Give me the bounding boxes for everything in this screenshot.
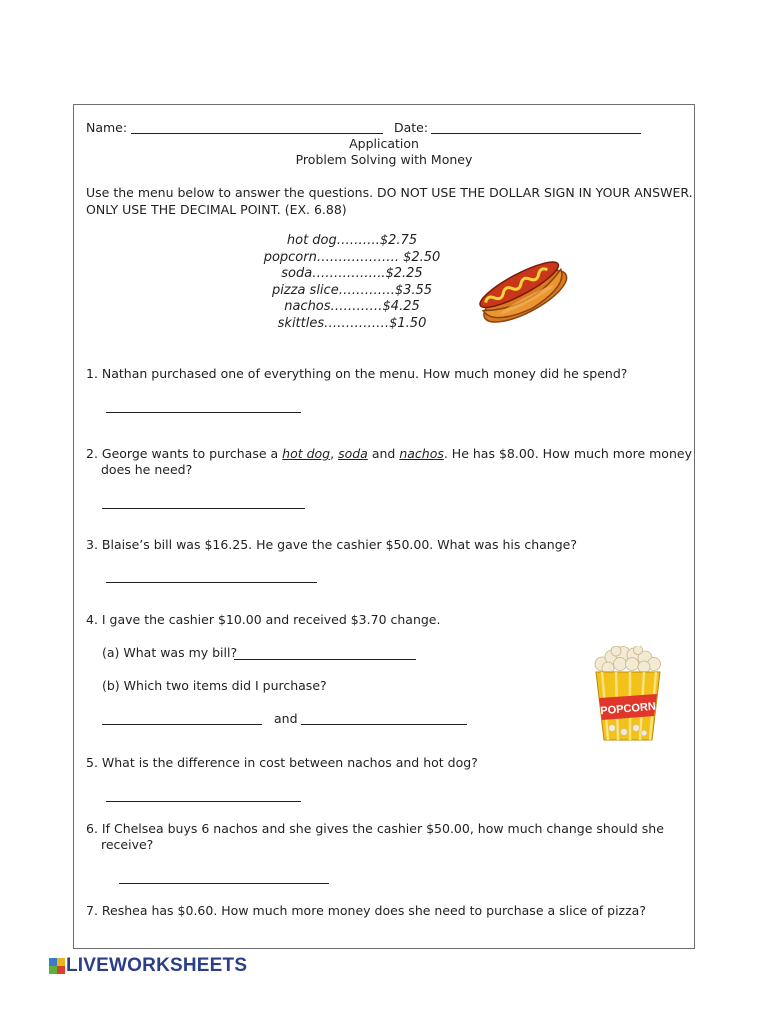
question-2 [86, 446, 692, 461]
question-4b-and: and [274, 711, 298, 726]
liveworksheets-logo [49, 956, 247, 976]
menu-item-popcorn: popcorn………………. $2.50 [263, 250, 441, 265]
question-2-separator: and [367, 446, 400, 461]
menu-item-skittles: skittles……………$1.50 [277, 316, 427, 331]
question-3: 3. Blaise’s bill was $16.25. He gave the cashier $50.00. What was his change? [86, 537, 577, 552]
instructions-line-2: ONLY USE THE DECIMAL POINT. (EX. 6.88) [86, 202, 347, 217]
answer-6-field[interactable] [119, 883, 329, 884]
name-label: Name: [86, 120, 128, 135]
question-4: 4. I gave the cashier $10.00 and received $3.70 change. [86, 612, 441, 627]
logo-grid-icon [49, 958, 65, 974]
question-2-text: 2. George wants to purchase a [86, 446, 283, 461]
answer-4a-field[interactable] [234, 659, 416, 660]
question-2-text: . He has $8.00. How much more money [443, 446, 692, 461]
question-6-line-2: receive? [101, 837, 154, 852]
name-field[interactable] [131, 133, 383, 134]
instructions-line-1: Use the menu below to answer the questions. DO NOT USE THE DOLLAR SIGN IN YOUR ANSWER. [86, 185, 693, 200]
question-2-line-2: does he need? [101, 462, 193, 477]
answer-4b-item-2-field[interactable] [301, 724, 467, 725]
question-1: 1. Nathan purchased one of everything on the menu. How much money did he spend? [86, 366, 628, 381]
question-4b: (b) Which two items did I purchase? [102, 678, 327, 693]
page-subtitle: Problem Solving with Money [295, 152, 473, 167]
menu-item-hot-dog: hot dog……….$2.75 [286, 233, 418, 248]
question-6: 6. If Chelsea buys 6 nachos and she gives the cashier $50.00, how much change should she [86, 821, 664, 836]
hot-dog-image [474, 248, 570, 332]
answer-2-field[interactable] [102, 508, 305, 509]
menu-item-nachos: nachos…………$4.25 [284, 299, 420, 314]
answer-3-field[interactable] [106, 582, 317, 583]
page-title: Application [349, 136, 419, 151]
question-2-item-soda: soda [338, 446, 368, 461]
popcorn-label: POPCORN [599, 700, 657, 718]
menu-item-pizza-slice: pizza slice………….$3.55 [271, 283, 433, 298]
question-5: 5. What is the difference in cost between nachos and hot dog? [86, 755, 478, 770]
worksheet-page [73, 104, 695, 949]
answer-1-field[interactable] [106, 412, 301, 413]
date-field[interactable] [431, 133, 641, 134]
logo-text: LIVEWORKSHEETS [66, 955, 248, 976]
question-2-item-nachos: nachos [399, 446, 444, 461]
answer-5-field[interactable] [106, 801, 301, 802]
question-2-separator: , [330, 446, 339, 461]
question-7: 7. Reshea has $0.60. How much more money does she need to purchase a slice of pizza? [86, 903, 646, 918]
date-label: Date: [394, 120, 429, 135]
answer-4b-item-1-field[interactable] [102, 724, 262, 725]
popcorn-image [590, 646, 666, 742]
question-2-item-hot-dog: hot dog [282, 446, 331, 461]
question-4a: (a) What was my bill? [102, 645, 238, 660]
menu-item-soda: soda……………..$2.25 [281, 266, 423, 281]
